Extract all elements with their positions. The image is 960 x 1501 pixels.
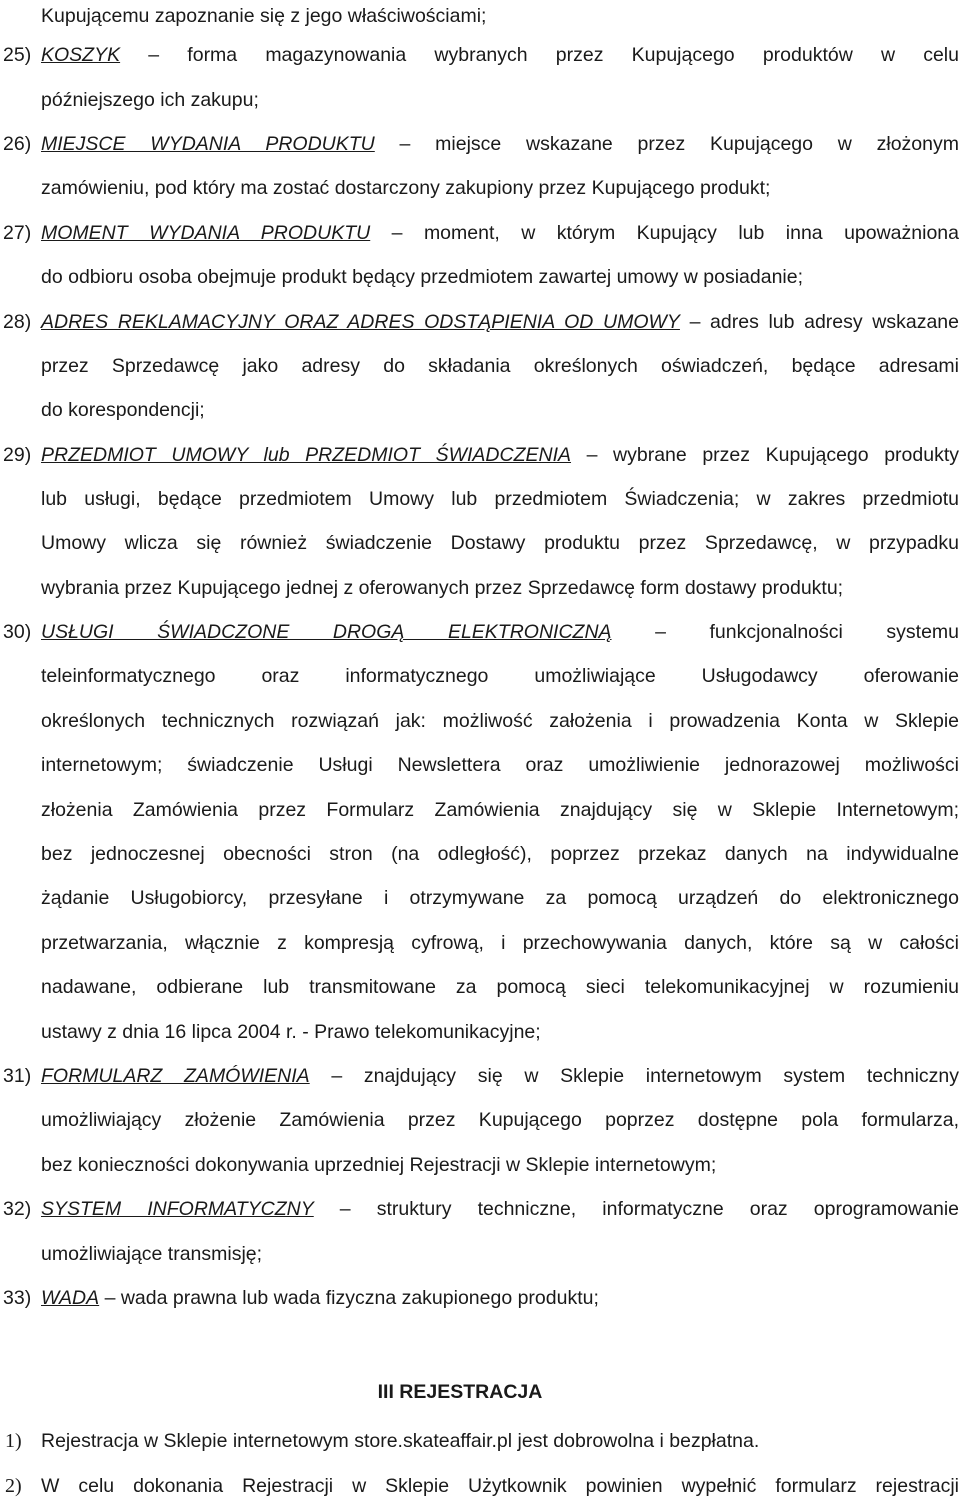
item-30-line-4: internetowym; świadczenie Usługi Newslettera oraz umożliwienie jednorazowej możliwości [41,754,959,776]
item-number: 26) [3,133,32,155]
item-29-line-3: Umowy wlicza się również świadczenie Dostawy produktu przez Sprzedawcę, w przypadku [41,532,959,554]
defined-term: MIEJSCE WYDANIA PRODUKTU [41,133,375,155]
item-number: 30) [3,621,32,643]
intro-tail-line: Kupującemu zapoznanie się z jego właściwościami; [41,5,487,27]
defined-term: WADA [41,1287,100,1309]
item-30-line-9: nadawane, odbierane lub transmitowane za pomocą sieci telekomunikacyjnej w rozumieniu [41,976,959,998]
item-28-line-3: do korespondencji; [41,399,205,421]
section-item-text: Rejestracja w Sklepie internetowym store.skateaffair.pl jest dobrowolna i bezpłatna. [41,1430,760,1452]
item-number: 25) [3,44,32,66]
item-number: 27) [3,222,32,244]
item-first-line [41,42,959,68]
item-first-line-rest: – znajdujący się w Sklepie internetowym system techniczny [309,1065,959,1087]
item-26-line-2: zamówieniu, pod który ma zostać dostarczony zakupiony przez Kupującego produkt; [41,177,771,199]
item-29-line-2: lub usługi, będące przedmiotem Umowy lub przedmiotem Świadczenia; w zakres przedmiotu [41,488,959,510]
defined-term: PRZEDMIOT UMOWY lub PRZEDMIOT ŚWIADCZENIA [41,444,572,466]
item-first-line [41,1285,959,1311]
item-first-line-rest: – moment, w którym Kupujący lub inna upoważniona [370,222,959,244]
defined-term: MOMENT WYDANIA PRODUKTU [41,222,371,244]
item-31-line-3: bez konieczności dokonywania uprzedniej Rejestracji w Sklepie internetowym; [41,1154,717,1176]
item-number: 29) [3,444,32,466]
item-first-line-rest: – struktury techniczne, informatyczne oraz oprogramowanie [313,1198,960,1220]
defined-term: SYSTEM INFORMATYCZNY [41,1198,314,1220]
item-first-line-rest: – forma magazynowania wybranych przez Kupującego produktów w celu [120,44,959,66]
item-number: 32) [3,1198,32,1220]
item-first-line [41,220,959,246]
item-first-line-rest: – wada prawna lub wada fizyczna zakupionego produktu; [99,1287,599,1309]
item-first-line-rest: – funkcjonalności systemu [611,621,960,643]
item-number: 2) [5,1475,22,1497]
item-first-line-rest: – adres lub adresy wskazane [679,311,959,333]
item-25-line-2: późniejszego ich zakupu; [41,89,259,111]
defined-term: FORMULARZ ZAMÓWIENIA [41,1065,310,1087]
item-30-line-2: teleinformatycznego oraz informatycznego umożliwiające Usługodawcy oferowanie [41,665,959,687]
item-first-line-rest: – wybrane przez Kupującego produkty [571,444,959,466]
item-32-line-2: umożliwiające transmisję; [41,1243,263,1265]
defined-term: KOSZYK [41,44,121,66]
item-29-line-4: wybrania przez Kupującego jednej z oferowanych przez Sprzedawcę form dostawy produktu; [41,577,844,599]
item-number: 31) [3,1065,32,1087]
item-first-line-rest: – miejsce wskazane przez Kupującego w złożonym [374,133,959,155]
section-heading: III REJESTRACJA [377,1381,543,1403]
item-first-line [41,442,959,468]
item-number: 33) [3,1287,32,1309]
item-number: 1) [5,1430,22,1452]
item-first-line [41,1196,959,1222]
item-31-line-2: umożliwiający złożenie Zamówienia przez Kupującego poprzez dostępne pola formularza, [41,1109,959,1131]
item-30-line-7: żądanie Usługobiorcy, przesyłane i otrzymywane za pomocą urządzeń do elektronicznego [41,887,959,909]
item-30-line-5: złożenia Zamówienia przez Formularz Zamówienia znajdujący się w Sklepie Internetowym; [41,799,959,821]
item-30-line-8: przetwarzania, włącznie z kompresją cyfrową, i przechowywania danych, które są w całości [41,932,959,954]
defined-term: USŁUGI ŚWIADCZONE DROGĄ ELEKTRONICZNĄ [41,621,612,643]
item-30-line-10: ustawy z dnia 16 lipca 2004 r. - Prawo telekomunikacyjne; [41,1021,541,1043]
item-number: 28) [3,311,32,333]
item-first-line [41,619,959,645]
item-28-line-2: przez Sprzedawcę jako adresy do składania określonych oświadczeń, będące adresami [41,355,959,377]
defined-term: ADRES REKLAMACYJNY ORAZ ADRES ODSTĄPIENIA OD UMOWY [41,311,680,333]
item-27-line-2: do odbioru osoba obejmuje produkt będący przedmiotem zawartej umowy w posiadanie; [41,266,804,288]
item-first-line [41,309,959,335]
section-item-text: W celu dokonania Rejestracji w Sklepie Użytkownik powinien wypełnić formularz rejestracji [41,1475,959,1497]
item-first-line [41,1063,959,1089]
item-30-line-6: bez jednoczesnej obecności stron (na odległość), poprzez przekaz danych na indywidualne [41,843,959,865]
item-30-line-3: określonych technicznych rozwiązań jak: możliwość założenia i prowadzenia Konta w Sklepie [41,710,959,732]
item-first-line [41,131,959,157]
